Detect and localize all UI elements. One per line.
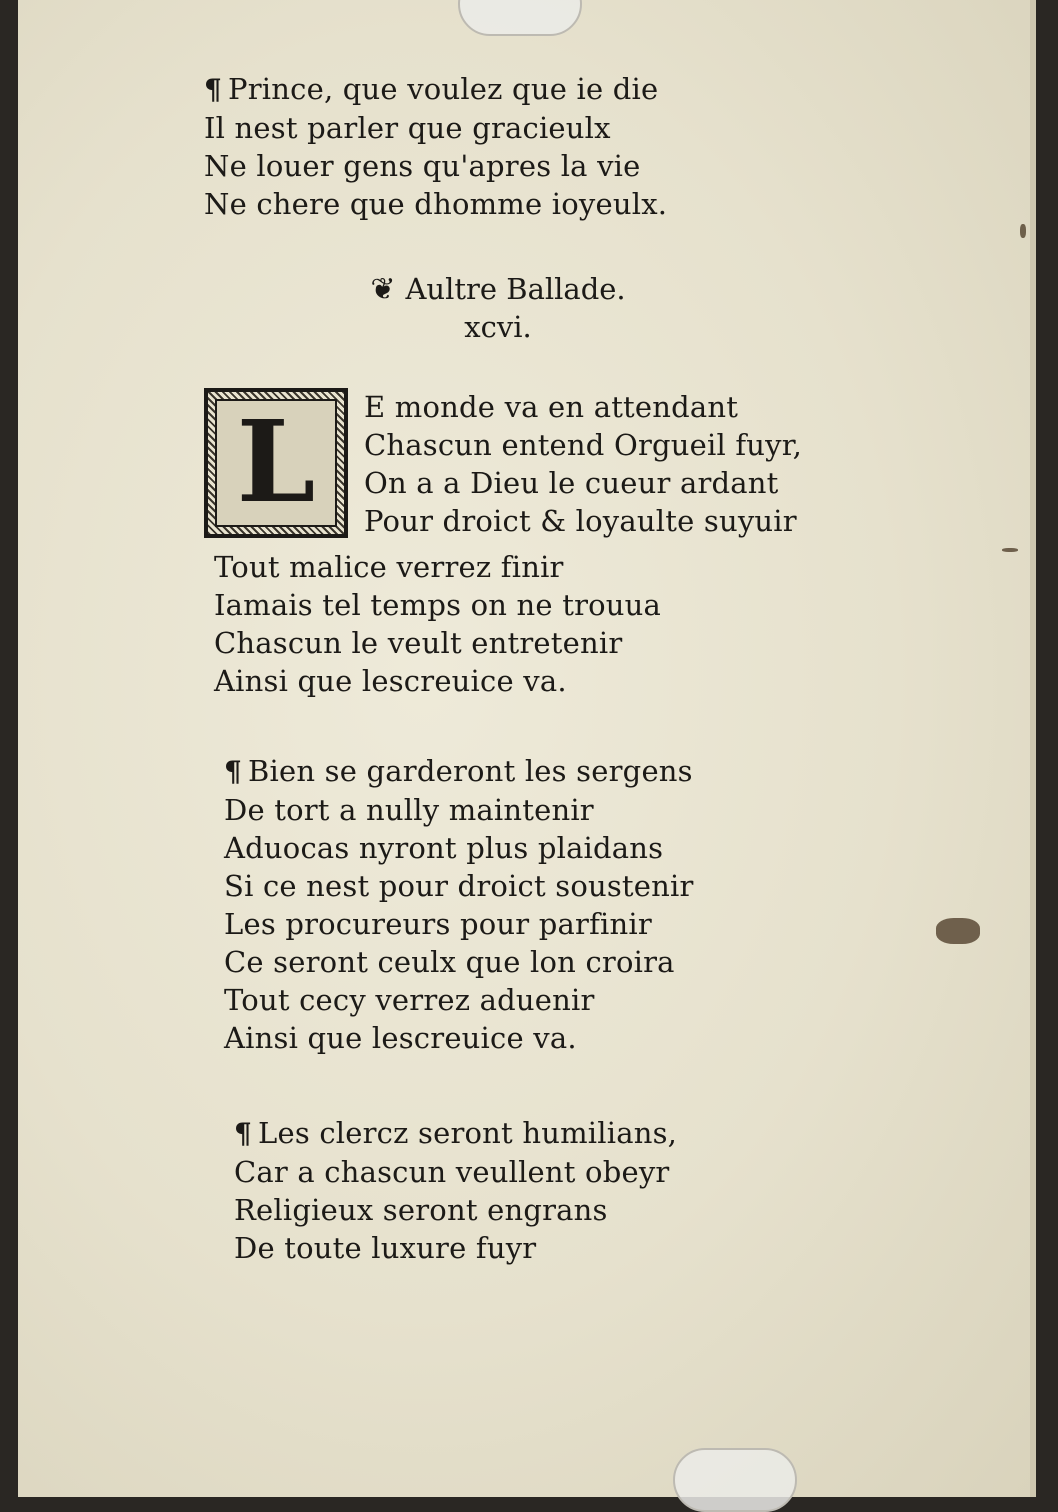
page-clip-bottom: [673, 1448, 797, 1512]
initial-letter: L: [236, 397, 316, 528]
verse-line: Chascun le veult entretenir: [214, 626, 623, 660]
verse-line: Ne chere que dhomme ioyeulx.: [204, 187, 668, 221]
stanza-2: [224, 752, 694, 1057]
verse-line: Ainsi que lescreuice va.: [214, 664, 567, 698]
stanza-3: [234, 1114, 677, 1267]
paper-mark: [1020, 224, 1026, 238]
verse-line: Ne louer gens qu'apres la vie: [204, 149, 641, 183]
ballade-title: Aultre Ballade.: [405, 272, 626, 306]
verse-line: Si ce nest pour droict soustenir: [224, 869, 694, 903]
paper-stain: [936, 918, 980, 944]
verse-line: Ainsi que lescreuice va.: [224, 1021, 577, 1055]
verse-line: Tout cecy verrez aduenir: [224, 983, 595, 1017]
verse-line: ¶ Bien se garderont les sergens: [224, 752, 694, 791]
stanza-1-rest: [214, 548, 661, 700]
pilcrow-icon: ¶: [204, 73, 223, 106]
verse-line: Aduocas nyront plus plaidans: [224, 831, 664, 865]
ballade-heading: [218, 272, 778, 307]
ballade-number: xcvi.: [464, 310, 532, 344]
verse-line: De tort a nully maintenir: [224, 793, 594, 827]
stanza-1-first-lines: [364, 388, 802, 540]
verse-line: On a a Dieu le cueur ardant: [364, 466, 779, 500]
verse-line: ¶ Les clercz seront humilians,: [234, 1114, 677, 1153]
verse-line: Car a chascun veullent obeyr: [234, 1155, 670, 1189]
verse-line: Tout malice verrez finir: [214, 550, 564, 584]
verse-line: ¶ Prince, que voulez que ie die: [204, 70, 667, 109]
pilcrow-icon: ¶: [224, 755, 243, 788]
verse-line: Ce seront ceulx que lon croira: [224, 945, 675, 979]
verse-line: Les procureurs pour parfinir: [224, 907, 652, 941]
verse-line: Religieux seront engrans: [234, 1193, 608, 1227]
verse-line: Pour droict & loyaulte suyuir: [364, 504, 797, 538]
fleuron-ornament-icon: ❦: [370, 272, 396, 307]
decorated-initial: [204, 388, 348, 538]
verse-line: E monde va en attendant: [364, 390, 739, 424]
verse-line: Chascun entend Orgueil fuyr,: [364, 428, 803, 462]
verse-line: De toute luxure fuyr: [234, 1231, 537, 1265]
verse-line: Iamais tel temps on ne trouua: [214, 588, 662, 622]
page-clip-top: [458, 0, 582, 36]
verse-line: Il nest parler que gracieulx: [204, 111, 611, 145]
paper-mark: [1002, 548, 1018, 552]
pilcrow-icon: ¶: [234, 1117, 253, 1150]
stanza-envoi: [204, 70, 667, 223]
book-page: [18, 0, 1036, 1497]
